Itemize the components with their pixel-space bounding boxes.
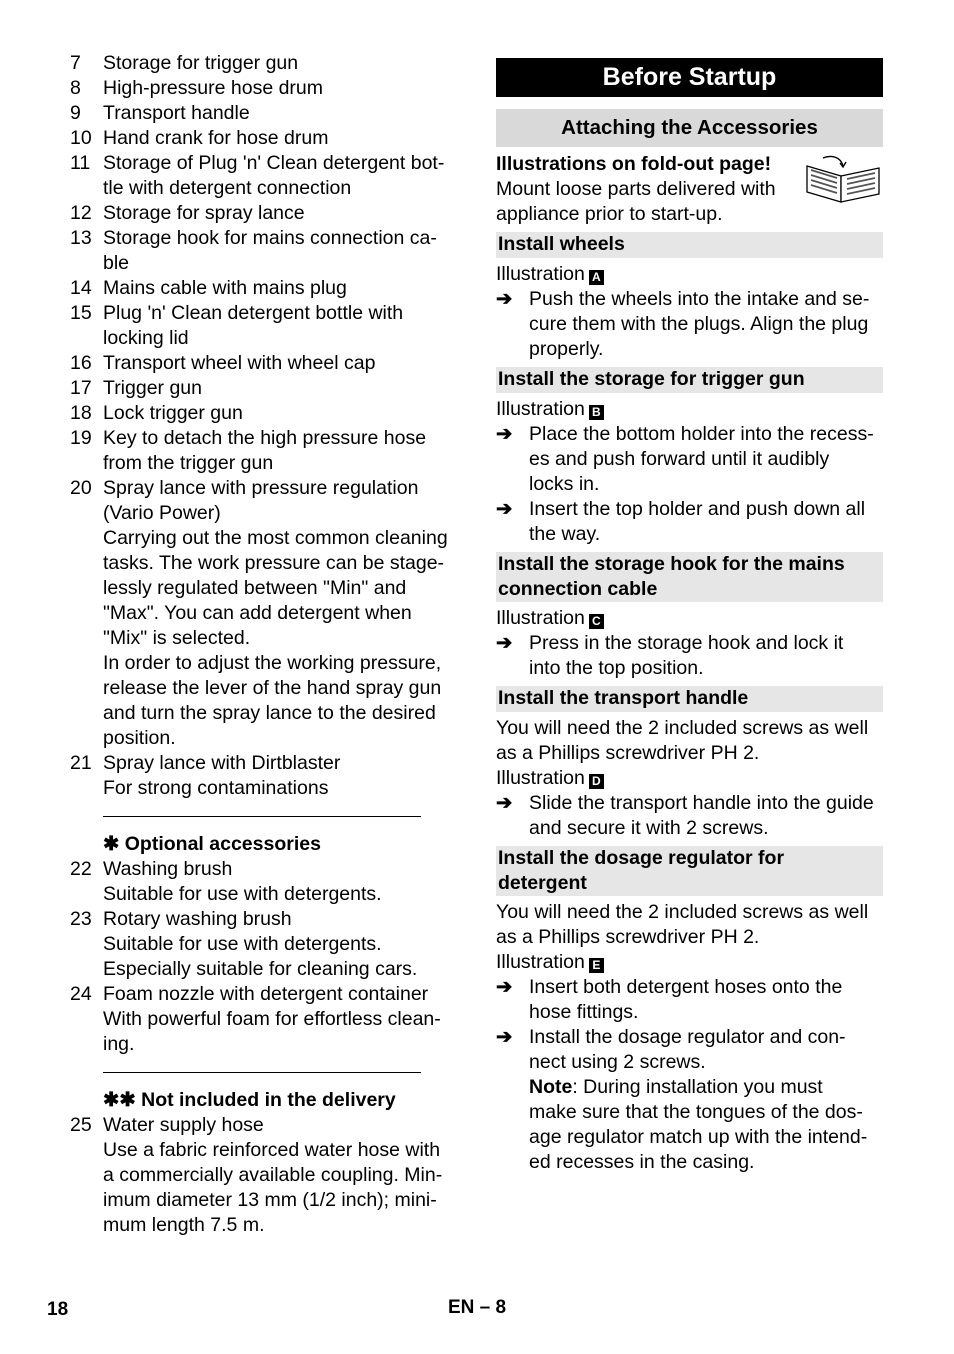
- item-line: Water supply hose: [103, 1114, 264, 1136]
- item-line: Transport wheel with wheel cap: [103, 352, 376, 374]
- item-text: [103, 276, 462, 301]
- step-line: Slide the transport handle into the guide: [529, 792, 874, 814]
- item-number: 19: [70, 427, 92, 449]
- body-line: as a Phillips screwdriver PH 2.: [496, 742, 760, 764]
- item-number: 15: [70, 302, 92, 324]
- section-heading: [496, 232, 883, 258]
- step-text: [529, 1025, 883, 1175]
- step-text: [529, 422, 883, 497]
- divider-rule: [103, 1072, 421, 1073]
- item-line: mum length 7.5 m.: [103, 1214, 265, 1236]
- page-number: 18: [47, 1299, 69, 1320]
- illustration-ref: [496, 950, 883, 975]
- note-line: age regulator match up with the intend-: [529, 1126, 868, 1148]
- item-number: 12: [70, 202, 92, 224]
- arrow-right-icon: ➔: [496, 498, 513, 520]
- item-line: Hand crank for hose drum: [103, 127, 329, 149]
- item-number: 20: [70, 477, 92, 499]
- item-text: [103, 982, 462, 1057]
- item-number: 8: [70, 77, 81, 99]
- item-line: "Mix" is selected.: [103, 627, 251, 649]
- step-line: cure them with the plugs. Align the plug: [529, 313, 869, 335]
- item-line: For strong contaminations: [103, 777, 329, 799]
- intro-line: appliance prior to start-up.: [496, 203, 723, 225]
- note-label: Note: [529, 1076, 573, 1098]
- note-text: : During installation you must: [572, 1076, 823, 1098]
- list-item: [70, 226, 462, 276]
- list-item: [70, 76, 462, 101]
- step-text: [529, 791, 883, 841]
- item-number: 22: [70, 858, 92, 880]
- list-item: [70, 376, 462, 401]
- illustration-ref: [496, 397, 883, 422]
- illustration-badge: A: [589, 270, 604, 285]
- arrow-right-icon: ➔: [496, 632, 513, 654]
- list-item: [70, 751, 462, 801]
- item-number: 18: [70, 402, 92, 424]
- item-line: Carrying out the most common cleaning: [103, 527, 448, 549]
- item-text: [103, 226, 462, 276]
- item-text: [103, 1113, 462, 1238]
- note-line: [529, 1075, 883, 1100]
- step-line: Push the wheels into the intake and se-: [529, 288, 870, 310]
- step-line: and secure it with 2 screws.: [529, 817, 769, 839]
- note-line: make sure that the tongues of the dos-: [529, 1101, 863, 1123]
- item-line: Storage for spray lance: [103, 202, 305, 224]
- arrow-right-icon: ➔: [496, 423, 513, 445]
- step-text: [529, 631, 883, 681]
- item-line: and turn the spray lance to the desired: [103, 702, 436, 724]
- illustration-badge: E: [589, 958, 604, 973]
- item-line: Storage of Plug 'n' Clean detergent bot-: [103, 152, 445, 174]
- step-line: locks in.: [529, 473, 600, 495]
- section-heading: [496, 846, 883, 896]
- item-text: [103, 857, 462, 907]
- open-book-icon: [803, 154, 883, 204]
- item-line: Transport handle: [103, 102, 250, 124]
- chapter-title: Before Startup: [496, 58, 883, 97]
- group-heading: [103, 1088, 462, 1113]
- item-line: Trigger gun: [103, 377, 202, 399]
- item-line: High-pressure hose drum: [103, 77, 324, 99]
- body-line: You will need the 2 included screws as well: [496, 901, 869, 923]
- instruction-step: [496, 631, 883, 681]
- section-heading: [496, 686, 883, 712]
- illustration-label: Illustration: [496, 951, 585, 973]
- group-title: Optional accessories: [124, 833, 321, 855]
- item-line: Foam nozzle with detergent container: [103, 983, 429, 1005]
- heading-line: Install the transport handle: [498, 687, 749, 709]
- illustration-ref: [496, 262, 883, 287]
- illustration-label: Illustration: [496, 607, 585, 629]
- list-item: [70, 126, 462, 151]
- item-line: Storage hook for mains connection ca-: [103, 227, 437, 249]
- step-text: [529, 287, 883, 362]
- step-line: into the top position.: [529, 657, 704, 679]
- section-heading: [496, 552, 883, 602]
- list-item: [70, 276, 462, 301]
- instruction-step: [496, 287, 883, 362]
- body-line: as a Phillips screwdriver PH 2.: [496, 926, 760, 948]
- list-item: [70, 151, 462, 201]
- item-number: 14: [70, 277, 92, 299]
- step-line: properly.: [529, 338, 604, 360]
- step-line: Press in the storage hook and lock it: [529, 632, 844, 654]
- heading-line: connection cable: [498, 578, 658, 600]
- arrow-right-icon: ➔: [496, 1026, 513, 1048]
- item-number: 10: [70, 127, 92, 149]
- item-line: tasks. The work pressure can be stage-: [103, 552, 445, 574]
- arrow-right-icon: ➔: [496, 288, 513, 310]
- heading-line: Install the storage hook for the mains: [498, 553, 845, 575]
- right-column: [496, 58, 883, 1175]
- left-column: [70, 51, 462, 1238]
- heading-line: Install the dosage regulator for: [498, 847, 785, 869]
- item-line: Suitable for use with detergents.: [103, 883, 382, 905]
- step-line: Insert the top holder and push down all: [529, 498, 866, 520]
- item-number: 11: [70, 152, 91, 174]
- item-number: 24: [70, 983, 92, 1005]
- item-text: [103, 126, 462, 151]
- item-line: Spray lance with pressure regulation: [103, 477, 419, 499]
- illustration-badge: C: [589, 614, 604, 629]
- item-line: ing.: [103, 1033, 135, 1055]
- list-item: [70, 51, 462, 76]
- list-item: [70, 426, 462, 476]
- intro-heading: Illustrations on fold-out page!: [496, 153, 772, 175]
- item-number: 16: [70, 352, 92, 374]
- item-line: from the trigger gun: [103, 452, 274, 474]
- item-line: Spray lance with Dirtblaster: [103, 752, 341, 774]
- heading-line: Install the storage for trigger gun: [498, 368, 805, 390]
- item-line: Rotary washing brush: [103, 908, 292, 930]
- item-number: 7: [70, 52, 81, 74]
- item-line: Plug 'n' Clean detergent bottle with: [103, 302, 404, 324]
- item-text: [103, 476, 462, 751]
- instruction-step: [496, 1025, 883, 1175]
- item-text: [103, 301, 462, 351]
- illustration-ref: [496, 766, 883, 791]
- item-text: [103, 76, 462, 101]
- note-line: ed recesses in the casing.: [529, 1151, 755, 1173]
- step-line: es and push forward until it audibly: [529, 448, 830, 470]
- step-line: Insert both detergent hoses onto the: [529, 976, 843, 998]
- item-text: [103, 101, 462, 126]
- step-line: Install the dosage regulator and con-: [529, 1026, 846, 1048]
- step-line: Place the bottom holder into the recess-: [529, 423, 874, 445]
- step-line: nect using 2 screws.: [529, 1051, 706, 1073]
- item-number: 23: [70, 908, 92, 930]
- intro-block: [496, 152, 883, 227]
- item-line: a commercially available coupling. Min-: [103, 1164, 443, 1186]
- item-number: 17: [70, 377, 92, 399]
- item-line: Storage for trigger gun: [103, 52, 299, 74]
- item-text: [103, 51, 462, 76]
- heading-line: Install wheels: [498, 233, 625, 255]
- list-item: [70, 907, 462, 982]
- group-title: Not included in the delivery: [141, 1089, 396, 1111]
- list-item: [70, 401, 462, 426]
- item-text: [103, 201, 462, 226]
- step-line: the way.: [529, 523, 601, 545]
- list-item: [70, 201, 462, 226]
- intro-line: Mount loose parts delivered with: [496, 178, 776, 200]
- list-item: [70, 1113, 462, 1238]
- item-text: [103, 751, 462, 801]
- arrow-right-icon: ➔: [496, 792, 513, 814]
- step-line: hose fittings.: [529, 1001, 639, 1023]
- item-line: Mains cable with mains plug: [103, 277, 347, 299]
- illustration-label: Illustration: [496, 398, 585, 420]
- item-line: Suitable for use with detergents.: [103, 933, 382, 955]
- item-line: Especially suitable for cleaning cars.: [103, 958, 418, 980]
- list-item: [70, 301, 462, 351]
- list-item: [70, 857, 462, 907]
- section-title: Attaching the Accessories: [496, 109, 883, 147]
- instruction-step: [496, 422, 883, 497]
- item-line: lessly regulated between "Min" and: [103, 577, 407, 599]
- item-number: 25: [70, 1114, 92, 1136]
- item-line: "Max". You can add detergent when: [103, 602, 412, 624]
- item-line: locking lid: [103, 327, 189, 349]
- item-line: Lock trigger gun: [103, 402, 243, 424]
- asterisk-icon: ✱: [103, 833, 120, 855]
- instruction-step: [496, 497, 883, 547]
- item-text: [103, 426, 462, 476]
- instruction-step: [496, 791, 883, 841]
- group-heading: [103, 832, 462, 857]
- item-number: 21: [70, 752, 92, 774]
- item-line: In order to adjust the working pressure,: [103, 652, 442, 674]
- list-item: [70, 982, 462, 1057]
- item-number: 13: [70, 227, 92, 249]
- item-line: Key to detach the high pressure hose: [103, 427, 427, 449]
- illustration-label: Illustration: [496, 767, 585, 789]
- illustration-badge: B: [589, 405, 604, 420]
- illustration-label: Illustration: [496, 263, 585, 285]
- illustration-badge: D: [589, 774, 604, 789]
- item-text: [103, 151, 462, 201]
- instruction-step: [496, 975, 883, 1025]
- item-text: [103, 401, 462, 426]
- item-number: 9: [70, 102, 81, 124]
- list-item: [70, 351, 462, 376]
- heading-line: detergent: [498, 872, 587, 894]
- illustration-ref: [496, 606, 883, 631]
- divider-rule: [103, 816, 421, 817]
- list-item: [70, 476, 462, 751]
- item-line: ble: [103, 252, 130, 274]
- item-line: release the lever of the hand spray gun: [103, 677, 442, 699]
- step-text: [529, 975, 883, 1025]
- list-item: [70, 101, 462, 126]
- section-heading: [496, 367, 883, 393]
- asterisk-icon: ✱✱: [103, 1089, 136, 1111]
- item-text: [103, 351, 462, 376]
- item-line: tle with detergent connection: [103, 177, 352, 199]
- item-line: With powerful foam for effortless clean-: [103, 1008, 441, 1030]
- item-line: Use a fabric reinforced water hose with: [103, 1139, 441, 1161]
- item-line: imum diameter 13 mm (1/2 inch); mini-: [103, 1189, 437, 1211]
- arrow-right-icon: ➔: [496, 976, 513, 998]
- item-text: [103, 907, 462, 982]
- item-line: (Vario Power): [103, 502, 221, 524]
- item-line: position.: [103, 727, 176, 749]
- item-text: [103, 376, 462, 401]
- item-line: Washing brush: [103, 858, 233, 880]
- step-text: [529, 497, 883, 547]
- body-line: You will need the 2 included screws as well: [496, 717, 869, 739]
- page-label: EN – 8: [448, 1297, 507, 1318]
